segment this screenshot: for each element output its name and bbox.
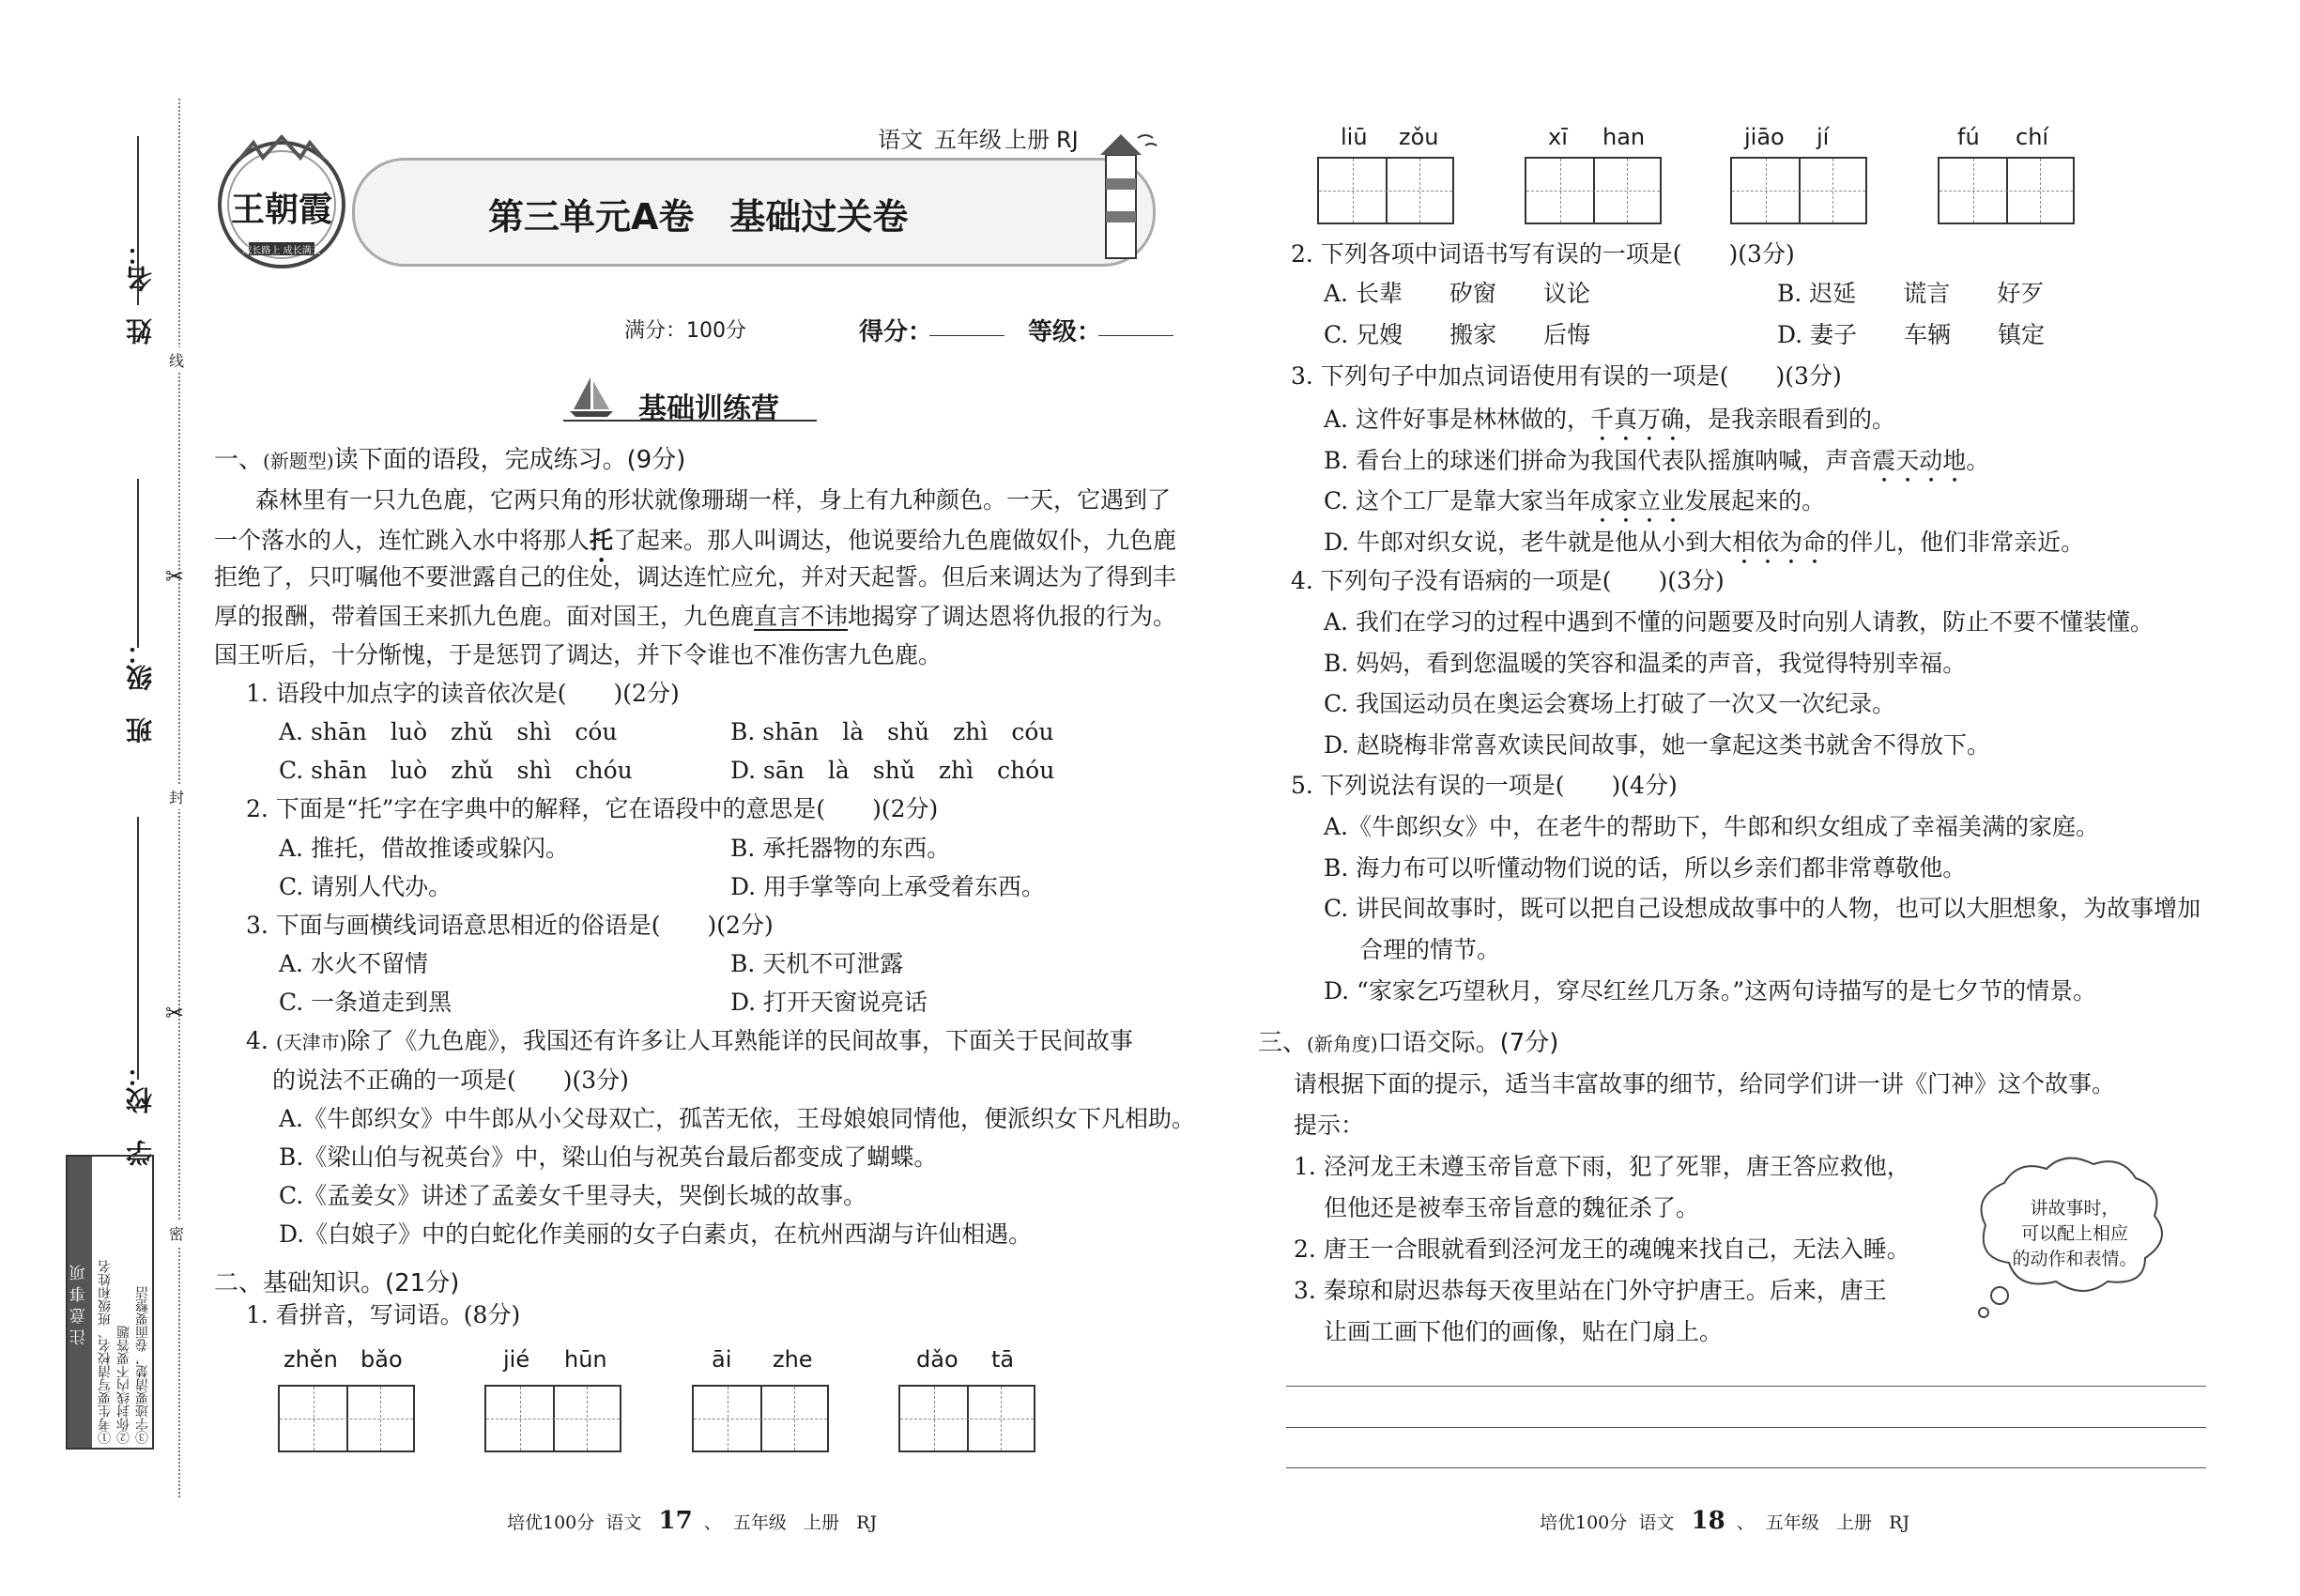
header-volume: 上册 [1004, 127, 1050, 153]
writing-grid[interactable] [1317, 157, 1454, 224]
r-q4-option-d[interactable]: D. 赵晓梅非常喜欢读民间故事，她一拿起这类书就舍不得放下。 [1324, 731, 1991, 759]
q4-stem-b: 的说法不正确的一项是( )(3分) [272, 1067, 629, 1094]
pinyin-syllable: dǎo [916, 1346, 958, 1373]
pinyin-syllable: tā [991, 1346, 1015, 1373]
q4-stem-text: 除了《九色鹿》，我国还有许多让人耳熟能详的民间故事，下面关于民间故事 [346, 1027, 1133, 1054]
q4-stem-a: 4. (天津市)除了《九色鹿》，我国还有许多让人耳熟能详的民间故事，下面关于民间故事 [246, 1027, 1133, 1054]
r-q2-stem: 2. 下列各项中词语书写有误的一项是( )(3分) [1291, 240, 1795, 268]
sec2-q1-stem: 1. 看拼音，写词语。(8分) [246, 1301, 521, 1328]
pinyin-syllable: bǎo [360, 1346, 403, 1373]
r-q3-option-a[interactable]: A. 这件好事是林林做的，千真万确，是我亲眼看到的。 [1324, 406, 1895, 433]
scissors-icon: ✂ [165, 563, 185, 590]
q2-option-d[interactable]: D. 用手掌等向上承受着东西。 [730, 873, 1046, 900]
sec3-item-1-cont: 但他还是被奉玉帝旨意的魏征杀了。 [1324, 1194, 1700, 1221]
r-q2-option-c[interactable]: C. 兄嫂 搬家 后悔 [1324, 321, 1591, 348]
header-edition: RJ [1056, 127, 1079, 153]
writing-grid[interactable] [1938, 157, 2075, 224]
q3-option-b[interactable]: B. 天机不可泄露 [730, 950, 904, 977]
q3-option-c[interactable]: C. 一条道走到黑 [279, 989, 452, 1016]
school-field[interactable] [137, 817, 139, 1080]
camp-underline [563, 420, 817, 422]
sec3-heading [1258, 1031, 1558, 1055]
r-q5-option-a[interactable]: A.《牛郎织女》中，在老牛的帮助下，牛郎和织女组成了幸福美满的家庭。 [1324, 813, 2100, 840]
logo-slogan: 成长路上 成长满天 [242, 246, 321, 256]
q2-option-b[interactable]: B. 承托器物的东西。 [730, 835, 951, 862]
q4-option-a[interactable]: A.《牛郎织女》中牛郎从小父母双亡，孤苦无依，王母娘娘同情他，便派织女下凡相助。 [279, 1105, 1196, 1132]
thought-bubble [1967, 1155, 2183, 1324]
header-subject: 语文 [878, 127, 923, 153]
bubble-line-1: 讲故事时， [2030, 1198, 2120, 1219]
footer-subject: 语文 [1638, 1512, 1675, 1533]
pinyin-syllable: liū [1341, 124, 1368, 150]
pinyin-syllable: han [1602, 124, 1646, 150]
q3-option-d[interactable]: D. 打开天窗说亮话 [730, 989, 928, 1016]
r-q2-option-a[interactable]: A. 长辈 矽窗 议论 [1324, 280, 1590, 307]
q4-option-b[interactable]: B.《梁山伯与祝英台》中，梁山伯与祝英台最后都变成了蝴蝶。 [279, 1143, 938, 1171]
footer-left: 培优100分 语文 17 、 五年级 上册 RJ [507, 1507, 878, 1535]
passage-line-3: 拒绝了，只叮嘱他不要泄露自己的住处，调达连忙应允，并对天起誓。但后来调达为了得到丰 [214, 563, 1177, 591]
pinyin-syllable: jí [1817, 124, 1830, 150]
header-grade: 五年级 [934, 127, 1002, 153]
r-q5-stem: 5. 下列说法有误的一项是( )(4分) [1291, 772, 1678, 799]
footer-edition: RJ [856, 1512, 878, 1533]
sec3-item-2: 2. 唐王一合眼就看到泾河龙王的魂魄来找自己，无法入睡。 [1294, 1235, 1910, 1263]
sec3-title: 口语交际。(7分) [1377, 1029, 1559, 1057]
r-q5-option-d[interactable]: D. “家家乞巧望秋月，穿尽红丝几万条。”这两句诗描写的是七夕节的情景。 [1324, 977, 2097, 1005]
pinyin-syllable: hūn [564, 1346, 607, 1373]
sec3-tag: (新角度) [1307, 1033, 1378, 1055]
school-label: 学 校： [125, 1061, 156, 1166]
class-label: 班 级： [125, 638, 156, 744]
r-q2-option-b[interactable]: B. 迟延 谎言 好歹 [1777, 280, 2045, 307]
q4-tag: (天津市) [275, 1031, 347, 1053]
r-q5-option-c-cont: 合理的情节。 [1359, 936, 1501, 963]
sec3-item-3: 3. 秦琼和尉迟恭每天夜里站在门外守护唐王。后来，唐王 [1294, 1277, 1887, 1304]
sec3-num: 三、 [1258, 1029, 1308, 1057]
q2-stem: 2. 下面是“托”字在字典中的解释，它在语段中的意思是( )(2分) [246, 795, 939, 822]
score-label: 得分： [859, 318, 933, 346]
score-field[interactable] [929, 335, 1004, 336]
logo-text: 王朝霞 [230, 191, 332, 229]
class-field[interactable] [137, 479, 139, 648]
q1-option-d[interactable]: D. sān là shǔ zhì chóu [730, 757, 1055, 784]
writing-grid[interactable] [1730, 157, 1867, 224]
r-q4-option-a[interactable]: A. 我们在学习的过程中遇到不懂的问题要及时向别人请教，防止不要不懂装懂。 [1324, 608, 2154, 636]
q1-option-c[interactable]: C. shān luò zhǔ shì chóu [279, 757, 633, 784]
q2-option-a[interactable]: A. 推托，借故推诿或躲闪。 [279, 835, 569, 862]
r-q4-option-b[interactable]: B. 妈妈，看到您温暖的笑容和温柔的声音，我觉得特别幸福。 [1324, 650, 1967, 677]
r-q3-option-c[interactable]: C. 这个工厂是靠大家当年成家立业发展起来的。 [1324, 487, 1826, 514]
footer-grade: 五年级 [1765, 1512, 1819, 1533]
answer-line[interactable] [1286, 1386, 2206, 1387]
pinyin-syllable: fú [1957, 124, 1980, 150]
full-score: 满分：100分 [624, 319, 746, 343]
footer-volume: 上册 [1836, 1512, 1873, 1533]
footer-volume: 上册 [804, 1512, 840, 1533]
q2-option-c[interactable]: C. 请别人代办。 [279, 873, 452, 900]
r-q5-option-c[interactable]: C. 讲民间故事时，既可以把自己设想成故事中的人物，也可以大胆想象，为故事增加 [1324, 895, 2201, 922]
lighthouse-icon [1080, 127, 1164, 271]
name-label: 姓 名： [125, 239, 156, 345]
sec3-item-1: 1. 泾河龙王未遵玉帝旨意下雨，犯了死罪，唐王答应救他， [1294, 1153, 1910, 1180]
pinyin-syllable: xī [1548, 124, 1568, 150]
q4-option-d[interactable]: D.《白娘子》中的白蛇化作美丽的女子白素贞，在杭州西湖与许仙相遇。 [279, 1220, 1033, 1248]
page-number: 18 [1691, 1507, 1725, 1535]
writing-grid[interactable] [898, 1385, 1035, 1452]
writing-grid[interactable] [692, 1385, 829, 1452]
passage-line-1: 森林里有一只九色鹿，它两只角的形状就像珊瑚一样，身上有九种颜色。一天，它遇到了 [255, 486, 1172, 514]
pinyin-syllable: āi [712, 1346, 732, 1373]
r-q5-option-b[interactable]: B. 海力布可以听懂动物们说的话，所以乡亲们都非常尊敬他。 [1324, 854, 1967, 882]
writing-grid[interactable] [278, 1385, 415, 1452]
r-q4-stem: 4. 下列句子没有语病的一项是( )(3分) [1291, 567, 1725, 594]
footer-right: 培优100分 语文 18 、 五年级 上册 RJ [1540, 1507, 1910, 1535]
q1-stem: 1. 语段中加点字的读音依次是( )(2分) [246, 680, 680, 707]
sec1-tag: (新题型) [263, 450, 334, 472]
notes-box [66, 1155, 154, 1450]
bubble-line-2: 可以配上相应 [2020, 1223, 2128, 1244]
sec3-item-3-cont: 让画工画下他们的画像，贴在门扇上。 [1324, 1318, 1724, 1345]
cut-char-1: 线 [169, 347, 184, 373]
grade-field[interactable] [1098, 335, 1173, 336]
pinyin-syllable: jiāo [1744, 124, 1785, 150]
cut-char-2: 封 [169, 784, 184, 809]
footer-edition: RJ [1889, 1512, 1910, 1533]
note-2: ②你封线内不要答题 [116, 1326, 131, 1444]
passage-line-5: 国王听后，十分惭愧，于是惩罚了调达，并下令谁也不准伤害九色鹿。 [214, 641, 943, 668]
bubble-line-3: 的动作和表情。 [2012, 1249, 2138, 1269]
scissors-icon: ✂ [165, 1000, 185, 1026]
footer-grade: 五年级 [732, 1512, 787, 1533]
sec2-title: 二、基础知识。(21分) [214, 1269, 460, 1297]
passage-line-2: 一个落水的人，连忙跳入水中将那人托了起来。那人叫调达，他说要给九色鹿做奴仆，九色鹿 [214, 527, 1177, 554]
sec1-heading [214, 448, 685, 472]
q4-option-c[interactable]: C.《孟姜女》讲述了孟姜女千里寻夫，哭倒长城的故事。 [279, 1182, 867, 1209]
note-3: ③字迹要清楚，卷面要整洁 [135, 1286, 150, 1444]
footer-brand: 培优100分 [507, 1512, 595, 1533]
footer-subject: 语文 [606, 1512, 642, 1533]
writing-grid[interactable] [484, 1385, 621, 1452]
passage-line-4: 厚的报酬，带着国王来抓九色鹿。面对国王，九色鹿直言不讳地揭穿了调达恩将仇报的行为。 [214, 603, 1177, 630]
sec1-num: 一、 [214, 446, 264, 474]
sec3-hint: 提示： [1294, 1112, 1365, 1139]
pinyin-syllable: zǒu [1399, 124, 1439, 150]
sec1-title: 读下面的语段，完成练习。(9分) [333, 446, 686, 474]
footer-brand: 培优100分 [1540, 1512, 1628, 1533]
pinyin-syllable: jié [503, 1346, 530, 1373]
notes-title: 注意事项 [68, 1157, 92, 1448]
name-field[interactable] [137, 136, 139, 305]
page-number: 17 [658, 1507, 693, 1535]
q3-stem: 3. 下面与画横线词语意思相近的俗语是( )(2分) [246, 912, 774, 939]
q1-option-a[interactable]: A. shān luò zhǔ shì cóu [279, 718, 618, 745]
r-q2-option-d[interactable]: D. 妻子 车辆 镇定 [1777, 321, 2046, 348]
r-q3-option-d[interactable]: D. 牛郎对织女说，老牛就是他从小到大相依为命的伴儿，他们非常亲近。 [1324, 529, 2085, 556]
answer-line[interactable] [1286, 1427, 2206, 1428]
pinyin-syllable: chí [2016, 124, 2049, 150]
writing-grid[interactable] [1525, 157, 1662, 224]
cut-char-3: 密 [169, 1220, 184, 1246]
answer-line[interactable] [1286, 1467, 2206, 1468]
section-camp: 基础训练营 [638, 392, 779, 425]
logo-badge [211, 131, 352, 272]
r-q3-stem: 3. 下列句子中加点词语使用有误的一项是( )(3分) [1291, 362, 1842, 390]
page-title: 第三单元A卷 基础过关卷 [488, 196, 909, 238]
pinyin-syllable: zhěn [284, 1346, 338, 1373]
pinyin-syllable: zhe [773, 1346, 813, 1373]
q1-option-b[interactable]: B. shān là shǔ zhì cóu [730, 718, 1054, 745]
sailboat-icon [568, 376, 615, 422]
grade-label: 等级： [1028, 318, 1102, 346]
note-1: ①考生要写清校名、班级和姓名 [98, 1260, 113, 1444]
q3-option-a[interactable]: A. 水火不留情 [279, 950, 428, 977]
r-q3-option-b[interactable]: B. 看台上的球迷们拼命为我国代表队摇旗呐喊，声音震天动地。 [1324, 447, 1990, 474]
sec3-intro: 请根据下面的提示，适当丰富故事的细节，给同学们讲一讲《门神》这个故事。 [1294, 1070, 2116, 1097]
r-q4-option-c[interactable]: C. 我国运动员在奥运会赛场上打破了一次又一次纪录。 [1324, 690, 1896, 717]
